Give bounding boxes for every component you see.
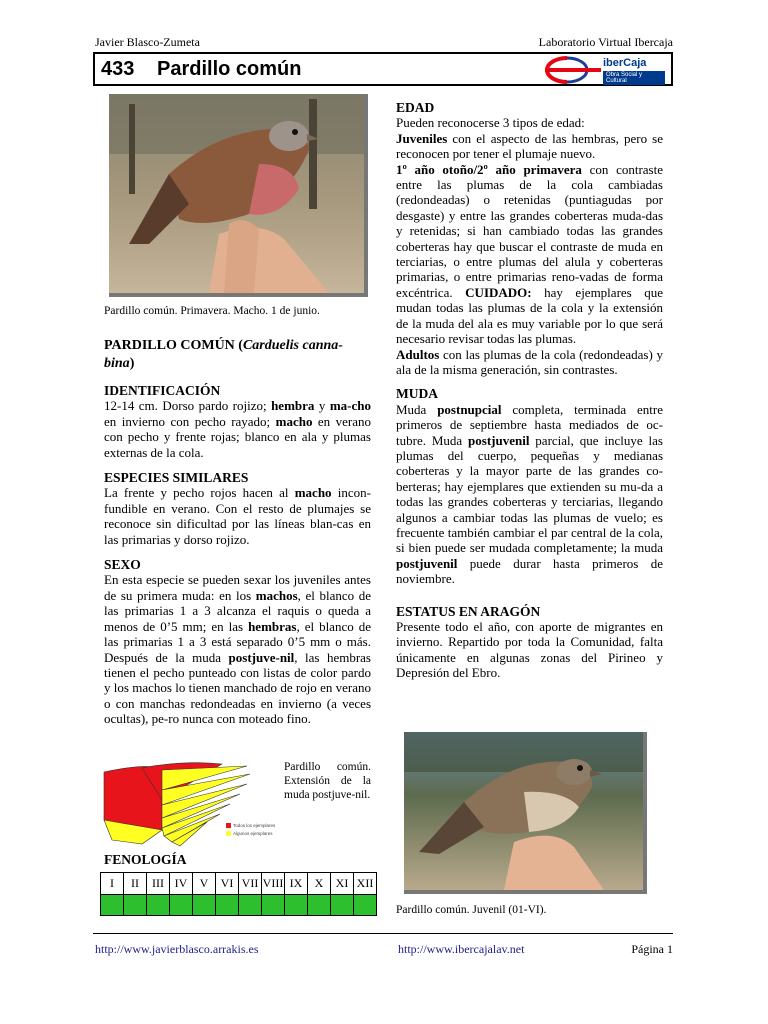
species-number: 433 xyxy=(101,58,135,80)
presence-cell xyxy=(354,895,377,916)
identificacion-text: 12-14 cm. Dorso pardo rojizo; hembra y ma-cho en invierno con pecho rayado; macho en verano con pecho y frente rojas; blanco en ala y plumas externas de la cola. xyxy=(104,398,372,460)
presence-row xyxy=(101,895,377,916)
ibercaja-logo-mark xyxy=(545,56,601,84)
footer-link-author[interactable]: http://www.javierblasco.arrakis.es xyxy=(95,942,259,956)
similares-heading: ESPECIES SIMILARES xyxy=(104,470,249,486)
month-cell: IX xyxy=(285,873,308,895)
presence-cell xyxy=(170,895,193,916)
month-cell: I xyxy=(101,873,124,895)
month-cell: IV xyxy=(170,873,193,895)
photo-male-caption: Pardillo común. Primavera. Macho. 1 de junio. xyxy=(104,305,320,317)
ibercaja-logo xyxy=(545,56,665,84)
wing-caption: Pardillo común. Extensión de la muda postjuve-nil. xyxy=(284,761,371,801)
month-cell: III xyxy=(147,873,170,895)
month-cell: XI xyxy=(331,873,354,895)
months-row xyxy=(101,873,377,895)
presence-cell xyxy=(285,895,308,916)
presence-cell xyxy=(239,895,262,916)
left-column xyxy=(104,337,371,727)
photo-juvenile-caption: Pardillo común. Juvenil (01-VI). xyxy=(396,904,547,916)
estatus-text: Presente todo el año, con aporte de migrantes en invierno. Repartido por toda la Comunidad, falta únicamente en algunas zonas del Pirineo y Depresión del Ebro. xyxy=(396,619,663,681)
month-cell: VII xyxy=(239,873,262,895)
edad-adults: Adultos con las plumas de la cola (redondeadas) y ala de la misma generación, sin contrastes. xyxy=(396,346,663,377)
presence-cell xyxy=(193,895,216,916)
presence-cell xyxy=(216,895,239,916)
similares-text: La frente y pecho rojos hacen al macho incon-fundible en verano. Con el resto de plumajes se reconoce sin dificultad por las líneas blan-cas en las primarias y dorso rojizo. xyxy=(104,485,371,547)
presence-cell xyxy=(101,895,124,916)
edad-juveniles: Juveniles con el aspecto de las hembras, pero se reconocen por tener el plumaje nuevo. xyxy=(396,130,663,162)
species-heading: PARDILLO COMÚN (Carduelis canna- bina) xyxy=(104,338,343,371)
estatus-heading: ESTATUS EN ARAGÓN xyxy=(396,603,541,619)
legend-some: Algunos ejemplares xyxy=(226,830,275,838)
photo-juvenile xyxy=(404,732,647,894)
fenologia-heading: FENOLOGÍA xyxy=(104,852,187,867)
month-cell: II xyxy=(124,873,147,895)
header-author: Javier Blasco-Zumeta xyxy=(95,35,200,49)
logo-tagline: Obra Social y Cultural xyxy=(603,71,665,85)
logo-brand: iberCaja xyxy=(603,57,647,69)
presence-cell xyxy=(262,895,285,916)
sexo-heading: SEXO xyxy=(104,557,141,573)
title-box xyxy=(93,52,673,86)
footer-link-ibercaja[interactable]: http://www.ibercajalav.net xyxy=(398,942,525,956)
fenologia-table xyxy=(100,872,377,916)
identificacion-heading: IDENTIFICACIÓN xyxy=(104,383,221,398)
edad-first-year: 1º año otoño/2º año primavera con contraste entre las plumas de la cola cambiadas (redondeadas) o retenidas (puntiagudas por desgaste) y entre las grandes coberteras muda-das y retenidas; si han cambiado todas las grandes coberteras hay que buscar el contraste de muda en terciarias, o entre plumas del alula y coberteras primarias, o entre primarias reno-vadas de forma excéntrica. CUIDADO: hay ejemplares que mudan todas las plumas de la cola y la extensión de la muda del ala es muy variable por lo que será necesario revisar todas las plumas. xyxy=(396,161,664,347)
page-title: Pardillo común xyxy=(157,58,302,80)
muda-heading: MUDA xyxy=(396,386,438,402)
header-lab: Laboratorio Virtual Ibercaja xyxy=(538,35,673,49)
muda-text: Muda postnupcial completa, terminada entre primeros de septiembre hasta mediados de oc-tubre. Muda postjuvenil parcial, que incluye las plumas del cuerpo, pequeñas y medianas coberteras y la mayor parte de las grandes co-berteras; hay ejemplares que extienden su mu-da a todas las grandes coberteras y terciarias, llegando algunos a cambiar todas las plumas de vuelo; es frecuente también cambiar el par central de la cola, si bien puede ser mudada completamente; la muda postjuvenil puede durar hasta primeros de noviembre. xyxy=(396,401,663,587)
month-cell: VI xyxy=(216,873,239,895)
month-cell: VIII xyxy=(262,873,285,895)
presence-cell xyxy=(147,895,170,916)
presence-cell xyxy=(331,895,354,916)
sexo-text: En esta especie se pueden sexar los juveniles antes de su primera muda: en los machos, el blanco de las primarias 1 a 3 alcanza el raquis o queda a menos de 0’5 mm; en las hembras, el blanco de las primarias 1 a 3 está separado 0’5 mm o más. Después de la muda postjuve-nil, las hembras tienen el pecho punteado con listas de color pardo y los machos lo tienen manchado de rojo en verano o con manchas redondeadas en invierno (a veces ocultas), pe-ro nunca con moteado fino. xyxy=(104,572,371,727)
month-cell: XII xyxy=(354,873,377,895)
presence-cell xyxy=(124,895,147,916)
wing-legend xyxy=(226,822,275,838)
month-cell: X xyxy=(308,873,331,895)
legend-all: Todos los ejemplares xyxy=(226,822,275,830)
footer-divider xyxy=(93,933,673,934)
month-cell: V xyxy=(193,873,216,895)
presence-cell xyxy=(308,895,331,916)
edad-intro: Pueden reconocerse 3 tipos de edad: xyxy=(396,115,585,131)
edad-heading: EDAD xyxy=(396,100,435,115)
photo-male-spring xyxy=(109,94,368,297)
right-column xyxy=(396,100,663,681)
page-number: Página 1 xyxy=(631,942,673,956)
